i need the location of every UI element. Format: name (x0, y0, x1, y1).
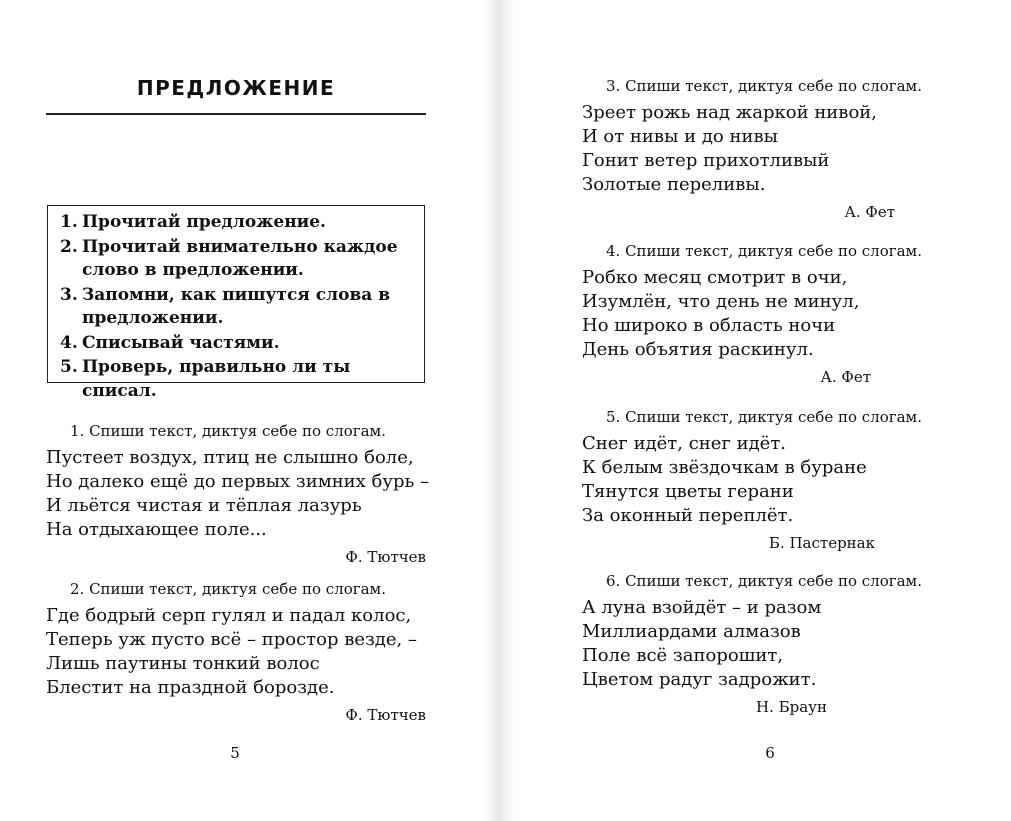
rule-text: Прочитай предложение. (82, 212, 326, 232)
poem-line: Где бодрый серп гулял и падал колос, (46, 605, 412, 626)
poem-author: Н. Браун (755, 698, 827, 716)
poem-author: Ф. Тютчев (345, 706, 426, 724)
exercise-4 (582, 240, 947, 387)
title-underline (46, 113, 426, 115)
poem-line: Цветом радуг задрожит. (582, 669, 817, 690)
rule-number: 1. (60, 212, 78, 232)
exercise-task: 3. Спиши текст, диктуя себе по слогам. (606, 77, 922, 95)
poem-line: А луна взойдёт – и разом (582, 597, 822, 618)
poem-line: Гонит ветер прихотливый (582, 150, 830, 171)
poem-line: Поле всё запорошит, (582, 645, 784, 666)
page-number: 5 (230, 744, 240, 762)
rules-box (47, 205, 425, 401)
rule-text: Запомни, как пишутся слова в предложении. (82, 284, 391, 328)
poem (582, 432, 947, 528)
rule-item (60, 284, 424, 331)
poem-line: Зреет рожь над жаркой нивой, (582, 102, 877, 123)
left-page (0, 0, 500, 821)
poem-line: Пустеет воздух, птиц не слышно боле, (46, 447, 414, 468)
poem-line: Снег идёт, снег идёт. (582, 433, 787, 454)
poem-line: Робко месяц смотрит в очи, (582, 267, 848, 288)
rule-number: 5. (60, 357, 78, 377)
rule-item (60, 211, 424, 235)
exercise-task: 2. Спиши текст, диктуя себе по слогам. (70, 580, 386, 598)
rule-text: Прочитай внимательно каждое слово в предложении. (82, 236, 398, 280)
rule-number: 4. (60, 332, 78, 353)
exercise-task: 5. Спиши текст, диктуя себе по слогам. (606, 408, 922, 426)
poem-line: Миллиардами алмазов (582, 621, 801, 642)
poem-line: К белым звёздочкам в буране (582, 457, 867, 478)
exercise-6 (582, 570, 947, 717)
rule-number: 3. (60, 284, 78, 305)
poem-line: День объятия раскинул. (582, 339, 814, 360)
exercise-2 (46, 578, 426, 725)
poem (46, 446, 430, 542)
exercise-5 (582, 406, 947, 553)
poem-author: А. Фет (820, 368, 871, 386)
poem-line: Золотые переливы. (582, 174, 766, 195)
poem-line: Блестит на праздной борозде. (46, 677, 335, 698)
rule-number: 2. (60, 236, 78, 257)
poem-line: Изумлён, что день не минул, (582, 291, 860, 312)
exercise-task: 1. Спиши текст, диктуя себе по слогам. (70, 422, 386, 440)
poem-line: Но далеко ещё до первых зимних бурь – (46, 471, 430, 492)
poem-line: На отдыхающее поле... (46, 519, 267, 540)
page-number: 6 (765, 744, 775, 762)
poem-line: Теперь уж пусто всё – простор везде, – (46, 629, 417, 650)
rule-text: Проверь, правильно ли ты списал. (82, 357, 351, 401)
poem-author: А. Фет (844, 203, 895, 221)
poem (582, 101, 947, 197)
poem (46, 604, 426, 700)
poem-author: Ф. Тютчев (345, 548, 426, 566)
exercise-task: 4. Спиши текст, диктуя себе по слогам. (606, 242, 922, 260)
exercise-task: 6. Спиши текст, диктуя себе по слогам. (606, 572, 922, 590)
poem-line: Лишь паутины тонкий волос (46, 653, 320, 674)
poem-line: За оконный переплёт. (582, 505, 794, 526)
rule-item (60, 236, 424, 283)
right-page (500, 0, 1011, 821)
rule-item (60, 332, 424, 356)
poem-author: Б. Пастернак (768, 534, 875, 552)
poem (582, 266, 947, 362)
poem-line: Тянутся цветы герани (582, 481, 794, 502)
page-title: ПРЕДЛОЖЕНИЕ (136, 76, 336, 100)
gutter-shadow (500, 0, 514, 821)
poem-line: Но широко в область ночи (582, 315, 836, 336)
poem-line: И от нивы и до нивы (582, 126, 778, 147)
rule-item (60, 356, 424, 403)
exercise-3 (582, 75, 947, 222)
exercise-1 (46, 420, 430, 567)
rule-text: Списывай частями. (82, 332, 280, 353)
gutter-shadow (484, 0, 500, 821)
poem (582, 596, 947, 692)
poem-line: И льётся чистая и тёплая лазурь (46, 495, 362, 516)
